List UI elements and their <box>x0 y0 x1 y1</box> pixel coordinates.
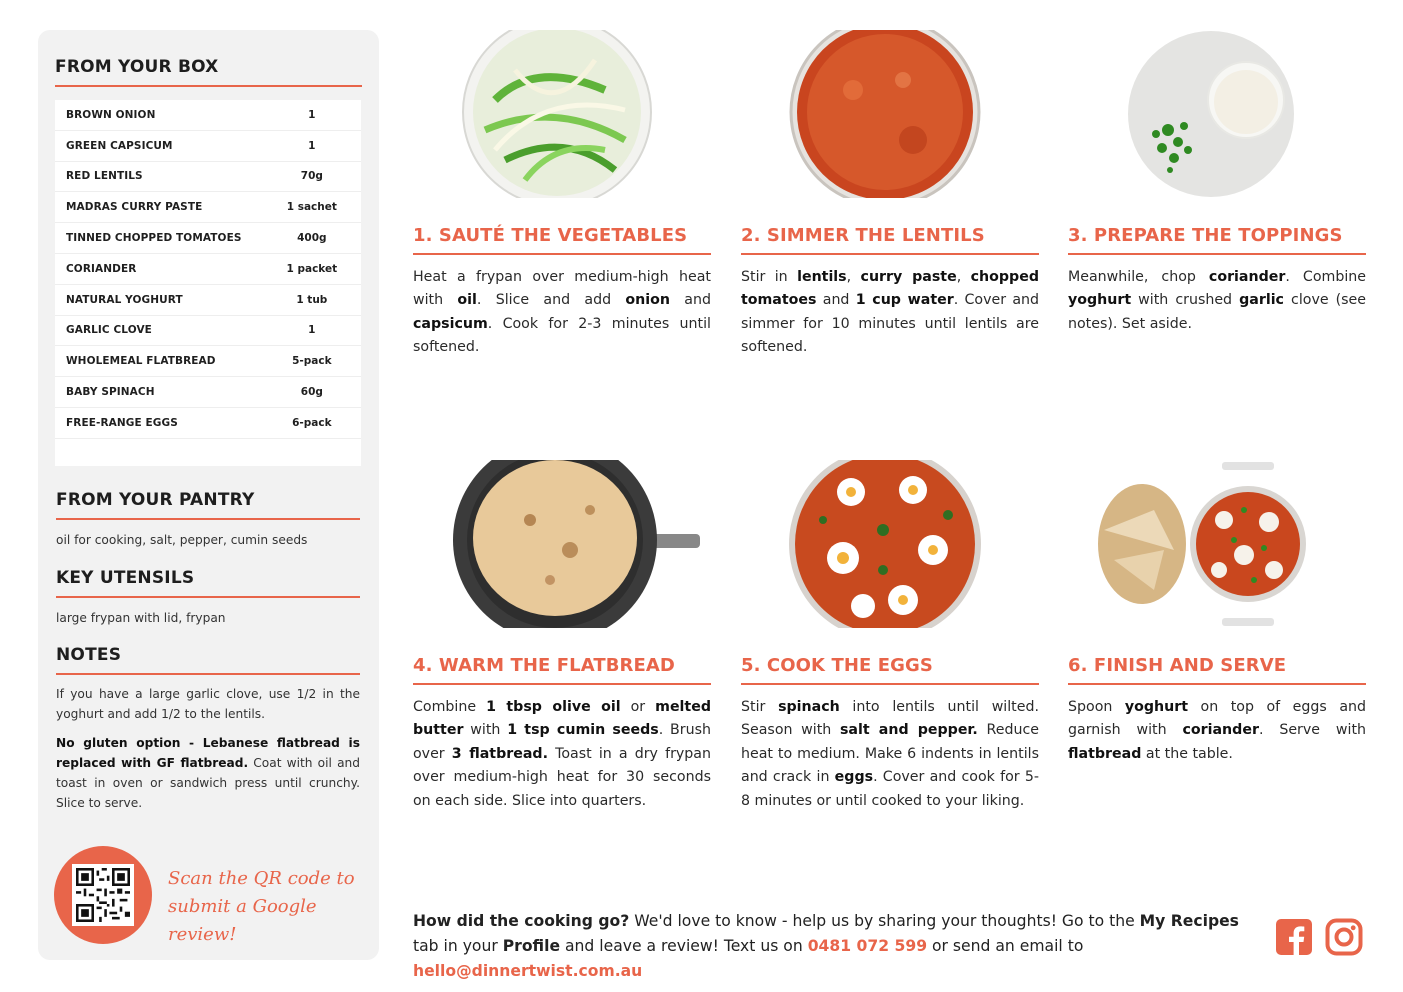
utensils-section <box>56 568 360 628</box>
ingredient-name: BROWN ONION <box>66 108 156 121</box>
step3-photo-toppings <box>1126 30 1296 198</box>
phone-link[interactable]: 0481 072 599 <box>807 937 928 955</box>
ingredient-name: BABY SPINACH <box>66 386 155 399</box>
step6-title: 6. FINISH AND SERVE <box>1068 655 1287 676</box>
ingredient-row <box>55 377 361 408</box>
step1-text: Heat a frypan over medium-high heat with oil. Slice and add onion and capsicum. Cook for 2-3 minutes until softened. <box>413 269 711 356</box>
ingredient-name: FREE-RANGE EGGS <box>66 416 178 429</box>
ingredient-qty: 70g <box>300 170 323 183</box>
ingredient-qty: 1 sachet <box>286 201 337 214</box>
ingredient-row <box>55 100 361 131</box>
notes-title: NOTES <box>56 645 122 665</box>
ingredient-row <box>55 285 361 316</box>
step2-title: 2. SIMMER THE LENTILS <box>741 225 985 246</box>
utensils-title: KEY UTENSILS <box>56 568 195 588</box>
ingredients-table <box>55 100 361 466</box>
step5-rule <box>741 683 1039 685</box>
step4-photo-flatbread <box>450 460 702 628</box>
qr-code-icon <box>76 868 130 922</box>
step1-photo-vegetables <box>455 30 660 198</box>
step2-text: Stir in lentils, curry paste, chopped tomatoes and 1 cup water. Cover and simmer for 10 minutes until lentils are softened. <box>741 269 1040 356</box>
step3-title: 3. PREPARE THE TOPPINGS <box>1068 225 1343 246</box>
sidebar-panel <box>38 30 379 960</box>
section-divider <box>55 85 362 87</box>
ingredient-name: WHOLEMEAL FLATBREAD <box>66 355 216 368</box>
ingredient-row <box>55 254 361 285</box>
pantry-section <box>56 490 360 550</box>
ingredient-qty: 1 <box>308 324 316 337</box>
pantry-title: FROM YOUR PANTRY <box>56 490 255 510</box>
ingredient-name: GARLIC CLOVE <box>66 324 152 337</box>
instagram-icon[interactable] <box>1325 918 1363 956</box>
section-divider <box>56 673 360 675</box>
ingredient-name: CORIANDER <box>66 262 137 275</box>
step6-photo-serve <box>1094 460 1332 628</box>
step4-title: 4. WARM THE FLATBREAD <box>413 655 675 676</box>
step4-rule <box>413 683 711 685</box>
qr-badge <box>54 846 152 944</box>
ingredient-row <box>55 408 361 439</box>
step5-text: Stir spinach into lentils until wilted. Season with salt and pepper. Reduce heat to medium. Make 6 indents in lentils and crack in eggs. Cover and cook for 5-8 minutes or until cooked to your liking. <box>741 699 1040 809</box>
pantry-text: oil for cooking, salt, pepper, cumin seeds <box>56 533 308 547</box>
section-divider <box>56 518 360 520</box>
ingredient-name: MADRAS CURRY PASTE <box>66 201 203 214</box>
from-your-box-title: FROM YOUR BOX <box>55 57 219 77</box>
ingredient-qty: 1 tub <box>296 293 328 306</box>
step5-photo-eggs <box>783 460 988 628</box>
notes-paragraph: If you have a large garlic clove, use 1/2 in the yoghurt and add 1/2 to the lentils. <box>56 687 360 721</box>
step1-rule <box>413 253 711 255</box>
ingredient-qty: 1 <box>308 139 316 152</box>
ingredient-name: GREEN CAPSICUM <box>66 139 173 152</box>
step2-photo-lentils <box>783 30 988 198</box>
qr-code[interactable] <box>72 864 134 926</box>
ingredient-name: NATURAL YOGHURT <box>66 293 183 306</box>
step3-text: Meanwhile, chop coriander. Combine yoghurt with crushed garlic clove (see notes). Set aside. <box>1068 269 1366 332</box>
ingredient-qty: 400g <box>297 232 327 245</box>
ingredient-row <box>55 162 361 193</box>
step6-text: Spoon yoghurt on top of eggs and garnish with coriander. Serve with flatbread at the table. <box>1068 699 1367 762</box>
facebook-icon[interactable] <box>1275 918 1313 956</box>
step3-rule <box>1068 253 1366 255</box>
step4-text: Combine 1 tbsp olive oil or melted butter with 1 tsp cumin seeds. Brush over 3 flatbread. Toast in a dry frypan over medium-high heat for 30 seconds on each side. Slice into quarters. <box>413 699 712 809</box>
ingredient-qty: 5-pack <box>292 355 332 368</box>
ingredient-name: TINNED CHOPPED TOMATOES <box>66 232 242 245</box>
ingredient-qty: 1 packet <box>286 262 338 275</box>
ingredient-row <box>55 223 361 254</box>
ingredient-row <box>55 131 361 162</box>
from-your-box-section <box>55 57 362 87</box>
step5-title: 5. COOK THE EGGS <box>741 655 933 676</box>
step1-title: 1. SAUTÉ THE VEGETABLES <box>413 225 688 246</box>
section-divider <box>56 596 360 598</box>
ingredient-row <box>55 192 361 223</box>
feedback-footer: How did the cooking go? We'd love to know - help us by sharing your thoughts! Go to the My Recipes tab in your Profile and leave a review! Text us on 0481 072 599 or send an email to hello@dinnertwist.com.au <box>413 912 1239 980</box>
utensils-text: large frypan with lid, frypan <box>56 611 226 625</box>
notes-gluten-paragraph: No gluten option - Lebanese flatbread is replaced with GF flatbread. Coat with oil and toast in oven or sandwich press until crunchy. Slice to serve. <box>56 736 360 810</box>
ingredient-row <box>55 316 361 347</box>
ingredient-qty: 6-pack <box>292 416 332 429</box>
notes-section <box>56 645 360 813</box>
ingredient-name: RED LENTILS <box>66 170 143 183</box>
ingredient-qty: 60g <box>300 386 323 399</box>
ingredient-qty: 1 <box>308 108 316 121</box>
step6-rule <box>1068 683 1366 685</box>
ingredient-row <box>55 346 361 377</box>
email-link[interactable]: hello@dinnertwist.com.au <box>413 962 643 980</box>
qr-call-to-action: Scan the QR code to submit a Google review! <box>168 868 355 945</box>
step2-rule <box>741 253 1039 255</box>
